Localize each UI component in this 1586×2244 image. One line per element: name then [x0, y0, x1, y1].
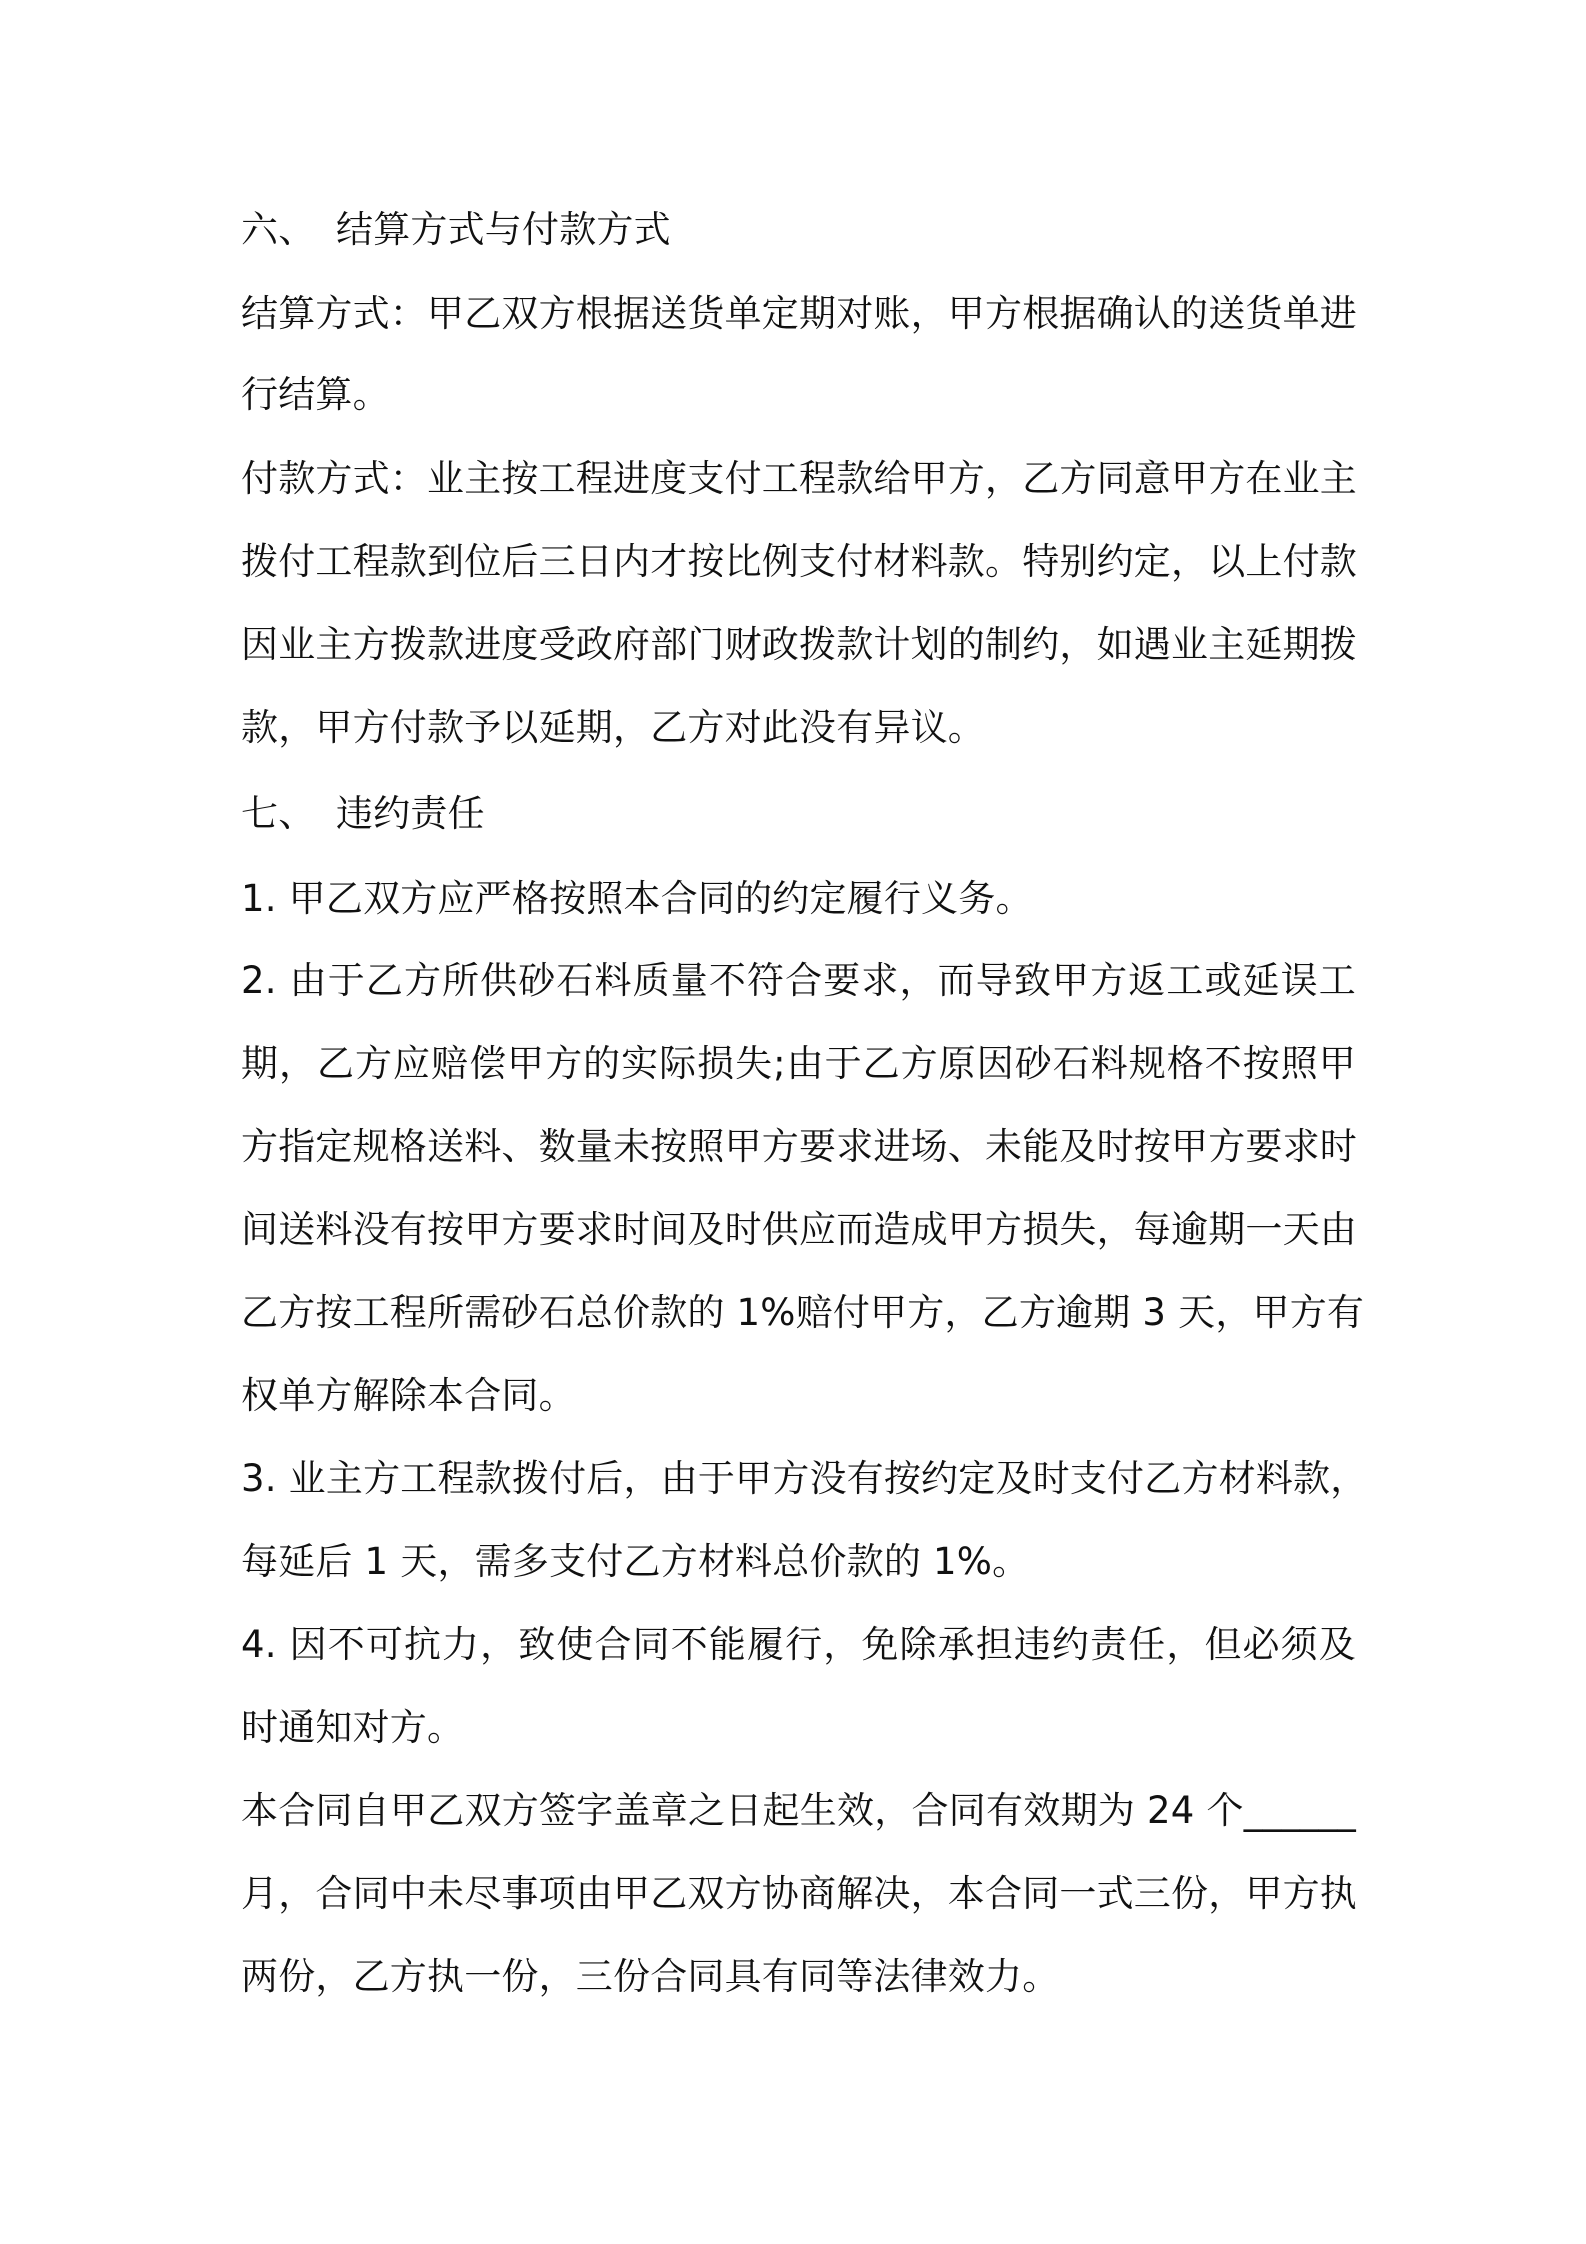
payment-line-2: 拨付工程款到位后三日内才按比例支付材料款。特别约定，以上付款	[241, 540, 1357, 583]
section-6-heading	[241, 206, 1356, 254]
clause-2-line-3: 方指定规格送料、数量未按照甲方要求进场、未能及时按甲方要求时	[241, 1125, 1357, 1168]
section-6-number: 六、	[241, 208, 316, 251]
clause-2-line-4: 间送料没有按甲方要求时间及时供应而造成甲方损失，每逾期一天由	[241, 1208, 1357, 1251]
section-6-title: 结算方式与付款方式	[336, 208, 671, 251]
clause-1-line-1: 1. 甲乙双方应严格按照本合同的约定履行义务。	[241, 877, 1033, 920]
clause-4-line-2: 时通知对方。	[241, 1706, 465, 1749]
settlement-line-2: 行结算。	[241, 373, 390, 416]
payment-line-1: 付款方式：业主按工程进度支付工程款给甲方，乙方同意甲方在业主	[241, 457, 1357, 500]
payment-line-4: 款，甲方付款予以延期，乙方对此没有异议。	[241, 706, 985, 749]
clause-3-line-2: 每延后 1 天，需多支付乙方材料总价款的 1%。	[241, 1540, 1030, 1583]
clause-2-line-6: 权单方解除本合同。	[241, 1374, 576, 1417]
section-7-title: 违约责任	[336, 792, 485, 835]
section-7-number: 七、	[241, 792, 316, 835]
closing-line-1: 本合同自甲乙双方签字盖章之日起生效，合同有效期为 24 个______	[241, 1789, 1356, 1832]
clause-4-line-1: 4. 因不可抗力，致使合同不能履行，免除承担违约责任，但必须及	[241, 1623, 1356, 1666]
clause-3-line-1: 3. 业主方工程款拨付后，由于甲方没有按约定及时支付乙方材料款，	[241, 1457, 1368, 1500]
clause-2-line-2: 期，乙方应赔偿甲方的实际损失;由于乙方原因砂石料规格不按照甲	[241, 1042, 1356, 1085]
closing-line-2: 月，合同中未尽事项由甲乙双方协商解决，本合同一式三份，甲方执	[241, 1872, 1357, 1915]
section-7-heading	[241, 790, 1356, 838]
settlement-line-1: 结算方式：甲乙双方根据送货单定期对账，甲方根据确认的送货单进	[241, 292, 1357, 335]
closing-line-3: 两份，乙方执一份，三份合同具有同等法律效力。	[241, 1955, 1060, 1998]
clause-2-line-5: 乙方按工程所需砂石总价款的 1%赔付甲方，乙方逾期 3 天，甲方有	[241, 1291, 1365, 1334]
clause-2-line-1: 2. 由于乙方所供砂石料质量不符合要求，而导致甲方返工或延误工	[241, 959, 1356, 1002]
payment-line-3: 因业主方拨款进度受政府部门财政拨款计划的制约，如遇业主延期拨	[241, 623, 1357, 666]
